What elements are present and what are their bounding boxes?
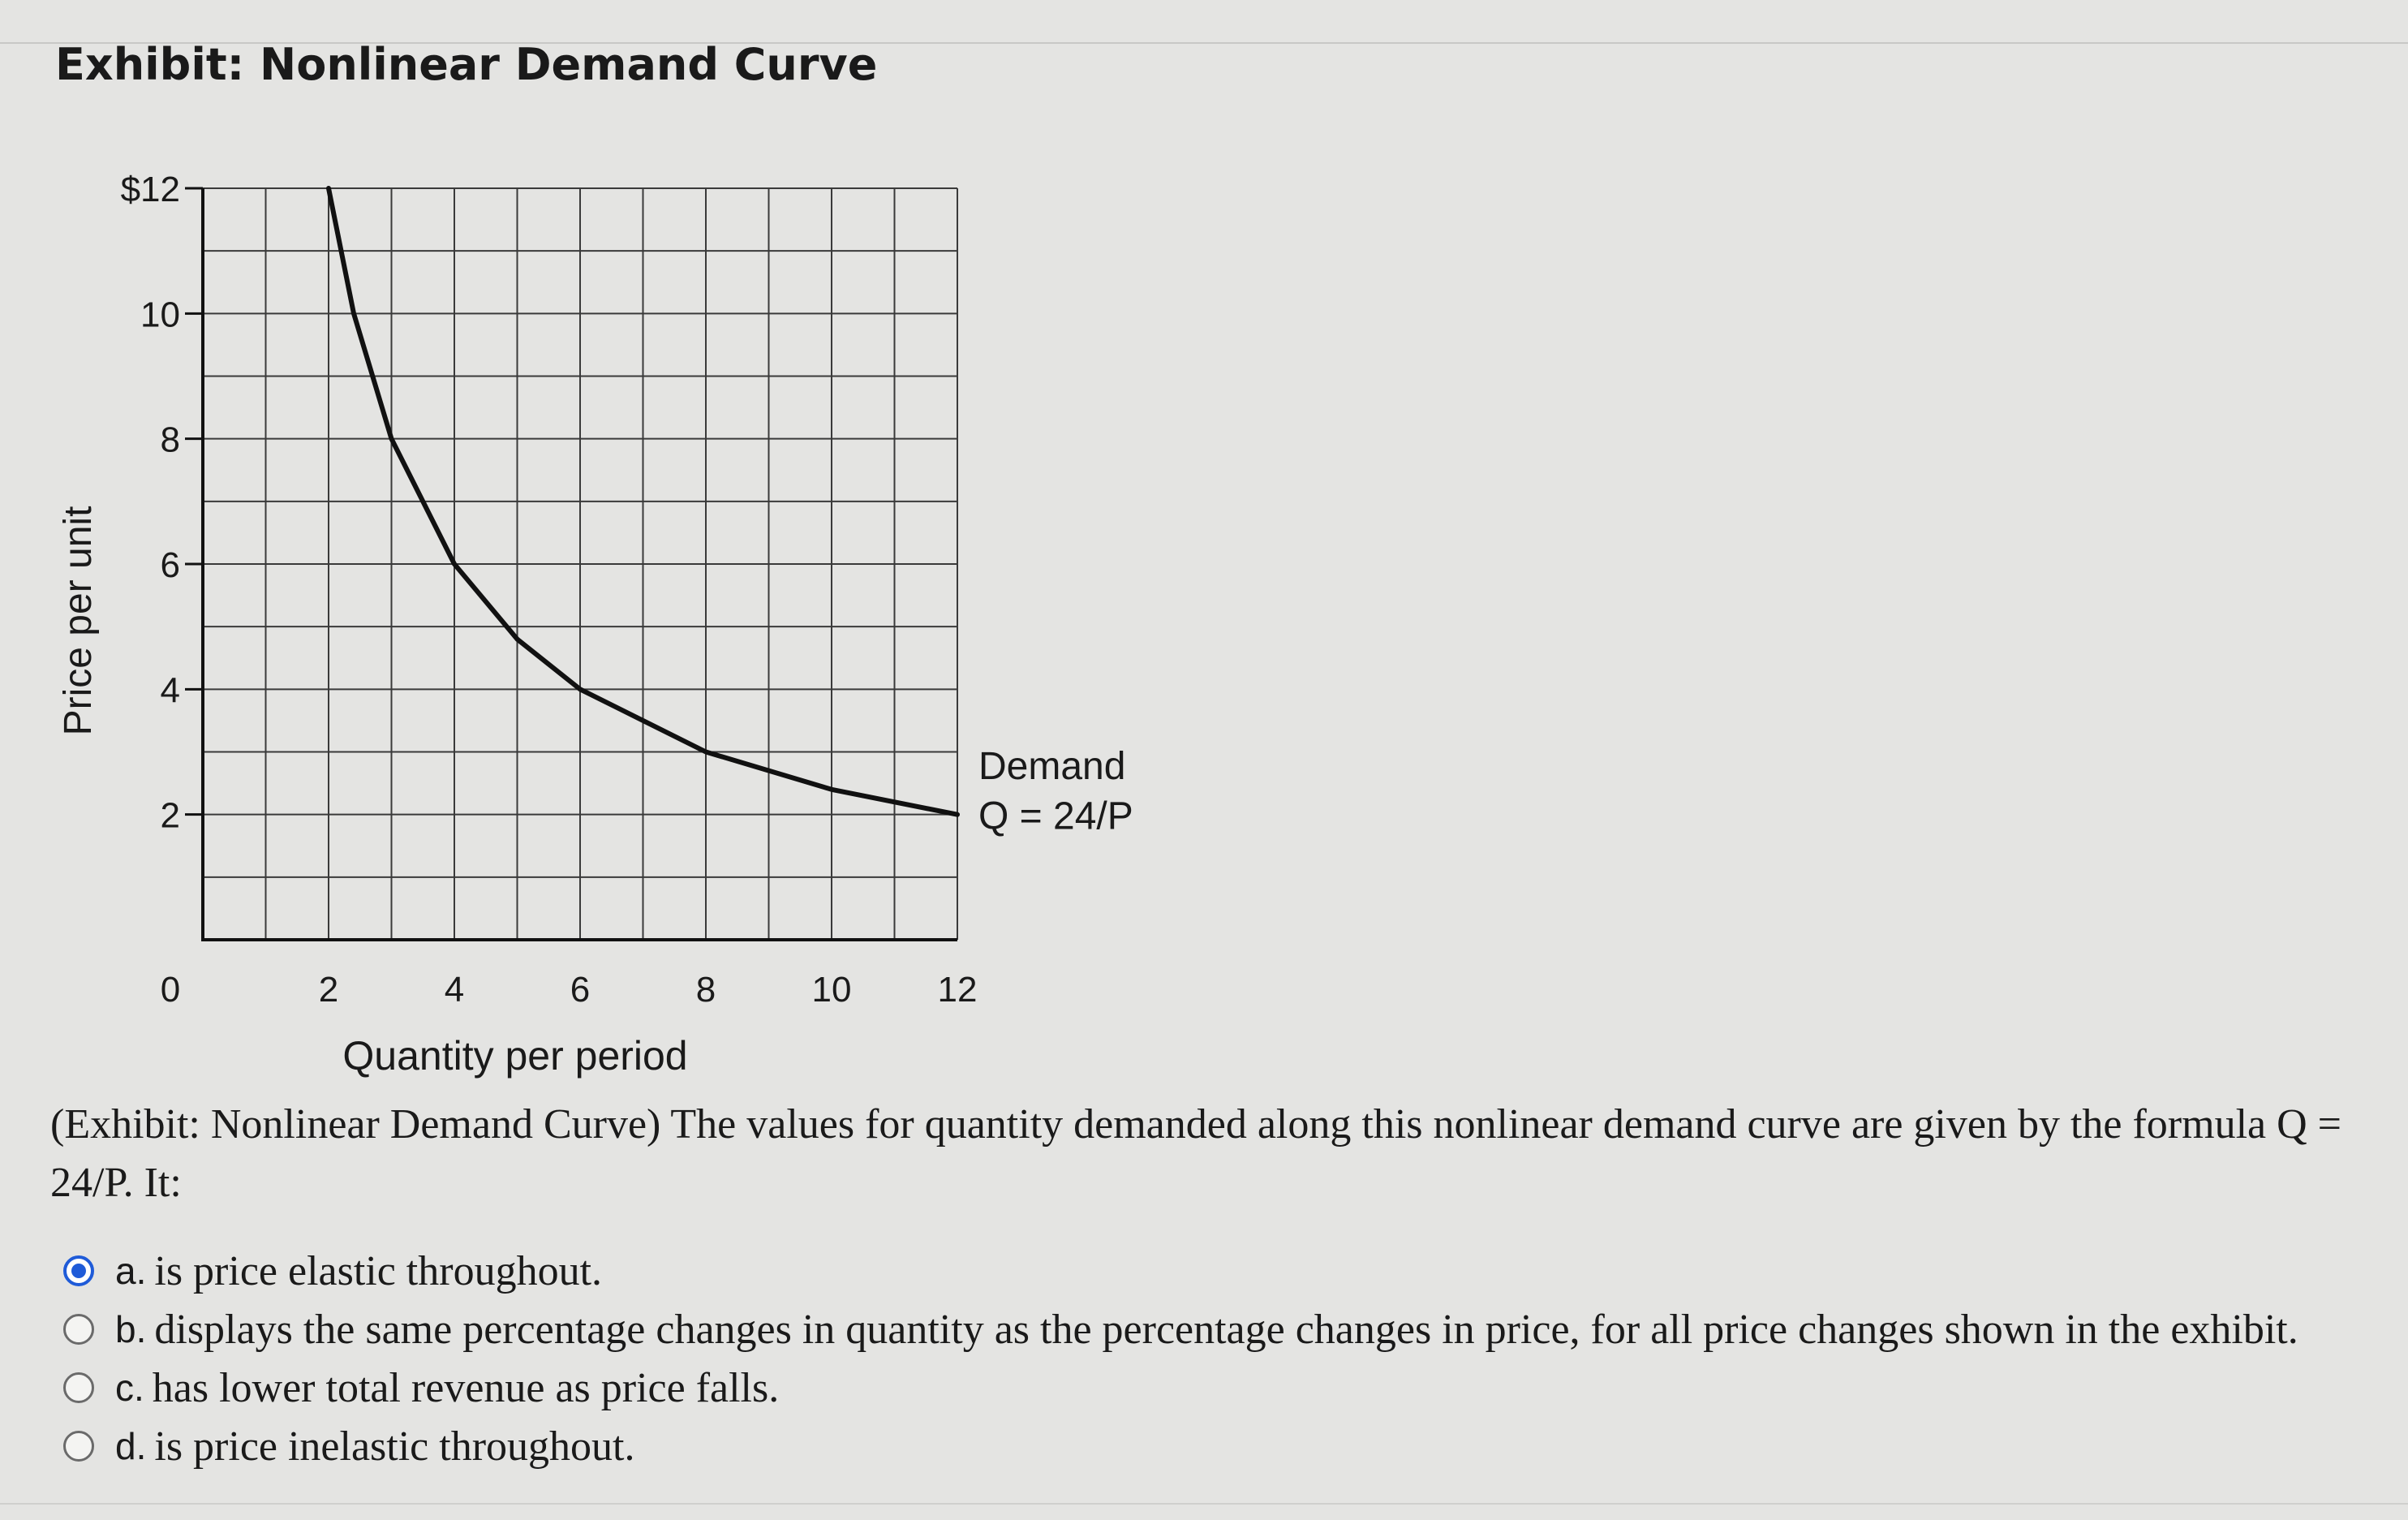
option-text: is price elastic throughout. <box>154 1247 603 1294</box>
y-tick-label: 6 <box>160 545 180 585</box>
option-letter: a. <box>115 1250 147 1292</box>
answer-options <box>63 1242 2384 1475</box>
x-tick-label: 8 <box>695 970 716 1010</box>
x-tick-label: 12 <box>937 970 978 1010</box>
chart-grid <box>203 188 957 940</box>
y-tick-label: 2 <box>160 795 180 836</box>
y-tick-label: $12 <box>120 170 180 209</box>
option-letter: b. <box>115 1308 147 1350</box>
option-d[interactable] <box>63 1417 2384 1475</box>
demand-label: Demand <box>978 744 1126 788</box>
radio-button[interactable] <box>63 1255 94 1286</box>
exhibit-title: Exhibit: Nonlinear Demand Curve <box>55 39 878 90</box>
option-a[interactable] <box>63 1242 2384 1300</box>
question-text: (Exhibit: Nonlinear Demand Curve) The values for quantity demanded along this nonlinear demand curve are given by the formula Q = 24/P. It: <box>50 1101 2341 1206</box>
option-b[interactable] <box>63 1300 2384 1359</box>
option-text: is price inelastic throughout. <box>154 1423 635 1470</box>
option-text: has lower total revenue as price falls. <box>152 1364 780 1411</box>
x-tick-label: 0 <box>160 970 181 1010</box>
x-tick-label: 10 <box>811 970 852 1010</box>
bottom-divider <box>0 1503 2408 1505</box>
radio-button[interactable] <box>63 1431 94 1462</box>
y-tick-label: 8 <box>160 420 180 460</box>
radio-button[interactable] <box>63 1314 94 1345</box>
x-tick-label: 4 <box>444 970 465 1010</box>
y-axis-label: Price per unit <box>57 506 100 736</box>
option-letter: c. <box>115 1367 144 1409</box>
demand-formula-label: Q = 24/P <box>978 794 1133 838</box>
x-tick-label: 2 <box>318 970 339 1010</box>
option-letter: d. <box>115 1425 147 1467</box>
x-axis-label: Quantity per period <box>342 1033 688 1079</box>
option-c[interactable] <box>63 1359 2384 1417</box>
y-tick-label: 10 <box>140 295 180 335</box>
option-text: displays the same percentage changes in quantity as the percentage changes in price, for all price changes shown in the exhibit. <box>154 1306 2298 1353</box>
demand-chart <box>0 130 1217 1087</box>
chart-ticks <box>121 170 978 1010</box>
x-tick-label: 6 <box>570 970 591 1010</box>
y-tick-label: 4 <box>160 670 180 711</box>
radio-button[interactable] <box>63 1372 94 1403</box>
